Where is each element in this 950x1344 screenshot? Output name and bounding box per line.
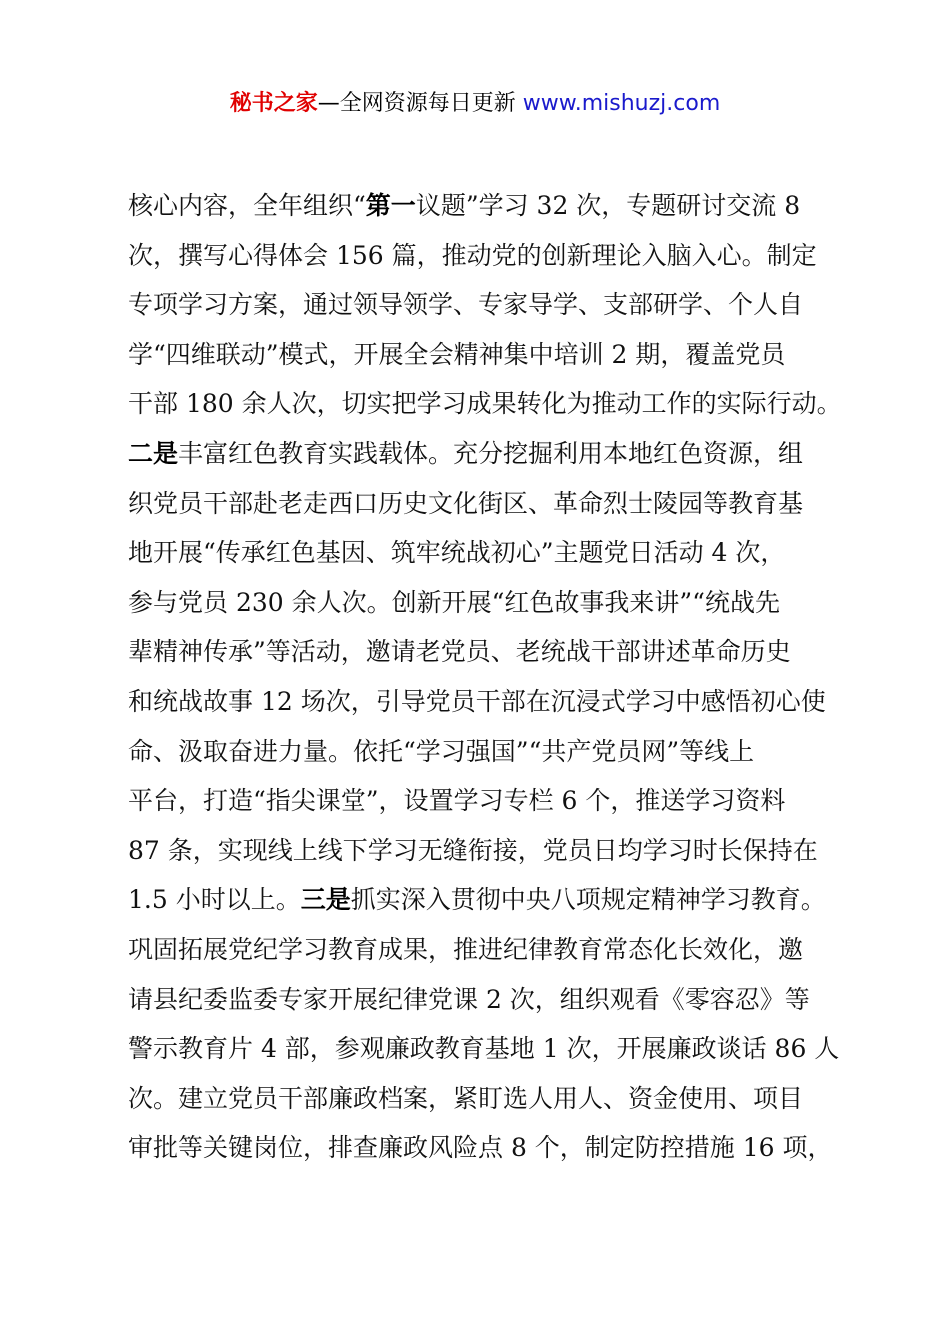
text-line: 辈精神传承”等活动，邀请老党员、老统战干部讲述革命历史 bbox=[128, 637, 791, 667]
text-line: 参与党员 230 余人次。创新开展“红色故事我来讲”“统战先 bbox=[128, 587, 780, 617]
text-line: 命、汲取奋进力量。依托“学习强国”“共产党员网”等线上 bbox=[128, 736, 755, 766]
text-line: 请县纪委监委专家开展纪律党课 2 次，组织观看《零容忍》等 bbox=[128, 984, 810, 1014]
site-header bbox=[0, 88, 950, 120]
document-body bbox=[128, 181, 842, 1173]
text-line: 干部 180 余人次，切实把学习成果转化为推动工作的实际行动。 bbox=[128, 389, 842, 419]
text-line: 巩固拓展党纪学习教育成果，推进纪律教育常态化长效化，邀 bbox=[128, 934, 804, 964]
text-line: 学“四维联动”模式，开展全会精神集中培训 2 期，覆盖党员 bbox=[128, 339, 786, 369]
text-line: 二是丰富红色教育实践载体。充分挖掘利用本地红色资源，组 bbox=[128, 438, 804, 468]
text-line: 审批等关键岗位，排查廉政风险点 8 个，制定防控措施 16 项， bbox=[128, 1133, 833, 1163]
text-line: 核心内容，全年组织“第一议题”学习 32 次，专题研讨交流 8 bbox=[128, 191, 801, 220]
site-tagline: —全网资源每日更新 bbox=[317, 91, 523, 116]
text-line: 织党员干部赴老走西口历史文化街区、革命烈士陵园等教育基 bbox=[128, 488, 804, 518]
text-line: 地开展“传承红色基因、筑牢统战初心”主题党日活动 4 次， bbox=[128, 538, 786, 568]
text-line: 次。建立党员干部廉政档案，紧盯选人用人、资金使用、项目 bbox=[128, 1083, 804, 1113]
text-line: 专项学习方案，通过领导领学、专家导学、支部研学、个人自 bbox=[128, 290, 804, 320]
site-url-link[interactable]: www.mishuzj.com bbox=[522, 91, 721, 116]
text-line: 和统战故事 12 场次，引导党员干部在沉浸式学习中感悟初心使 bbox=[128, 686, 826, 716]
text-line: 平台，打造“指尖课堂”，设置学习专栏 6 个，推送学习资料 bbox=[128, 786, 786, 816]
site-brand: 秘书之家 bbox=[229, 91, 318, 116]
text-line: 1.5 小时以上。三是抓实深入贯彻中央八项规定精神学习教育。 bbox=[128, 885, 826, 915]
text-line: 次，撰写心得体会 156 篇，推动党的创新理论入脑入心。制定 bbox=[128, 240, 817, 270]
text-line: 警示教育片 4 部，参观廉政教育基地 1 次，开展廉政谈话 86 人 bbox=[128, 1034, 840, 1064]
text-line: 87 条，实现线上线下学习无缝衔接，党员日均学习时长保持在 bbox=[128, 835, 818, 865]
